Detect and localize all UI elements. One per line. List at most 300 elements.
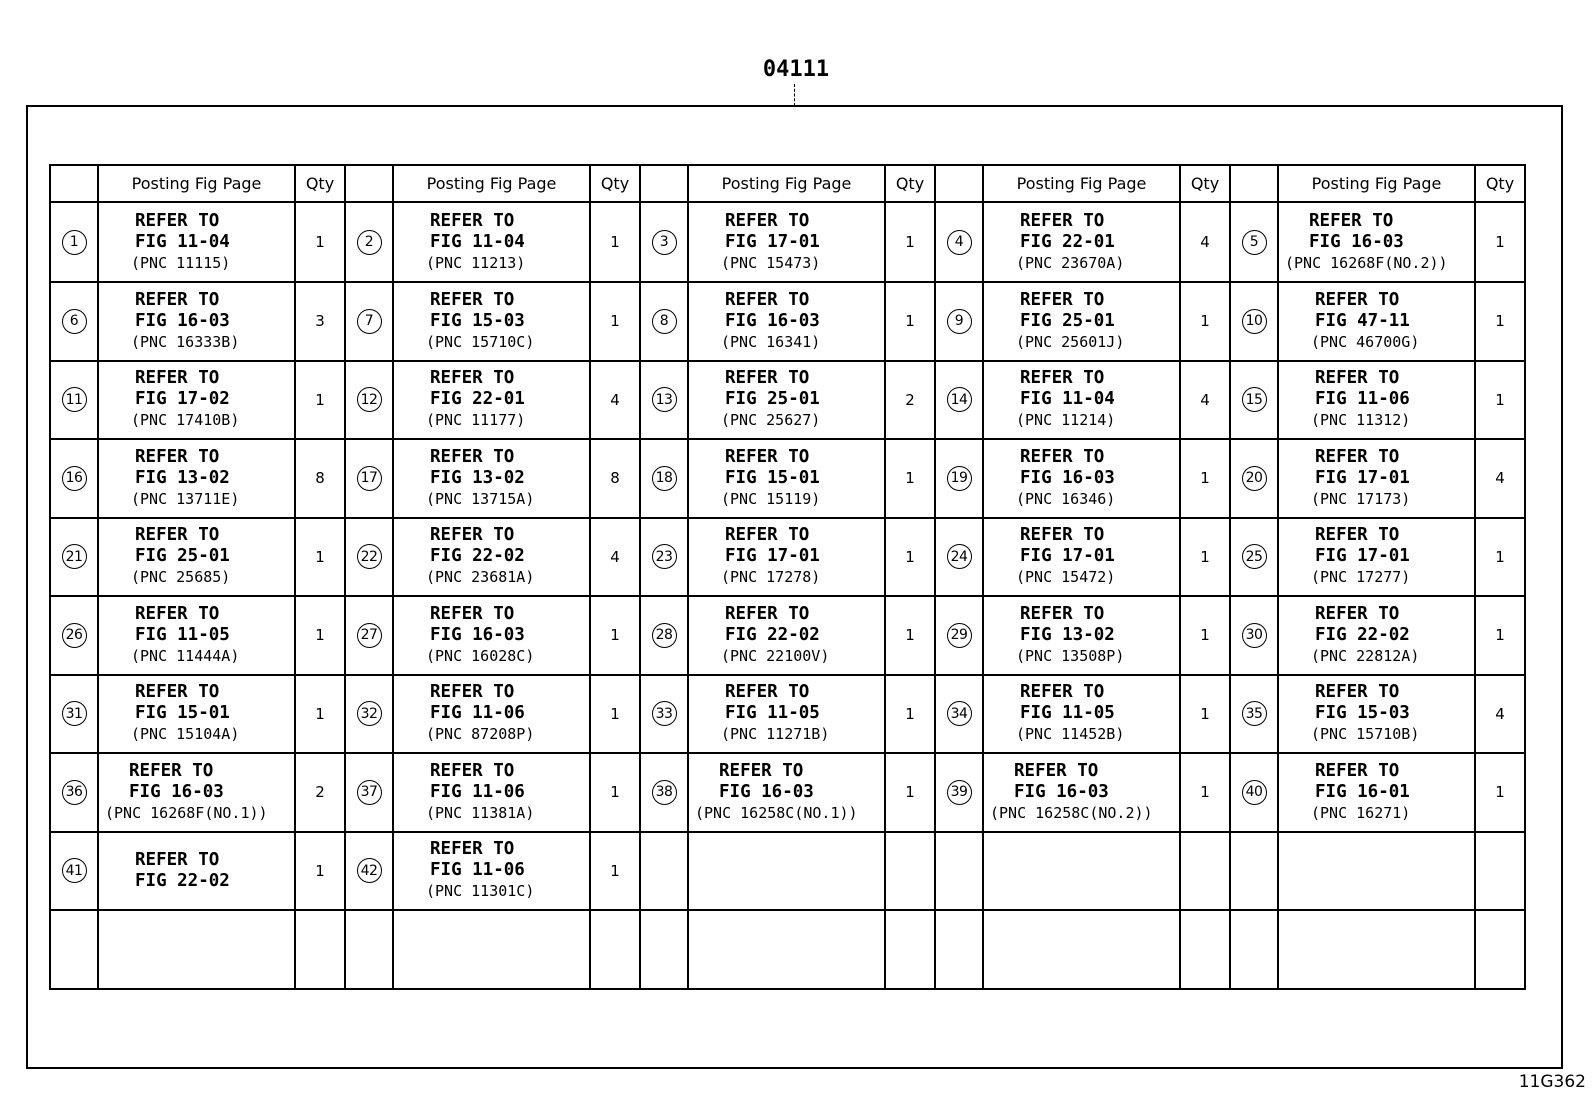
qty-cell: 8 [590,439,640,518]
pnc-reference: (PNC 11177) [426,411,526,430]
refer-to-text: REFER TO [1315,446,1400,467]
qty-cell: 4 [1475,439,1525,518]
table-row [50,282,1525,361]
pnc-reference: (PNC 13508P) [1016,646,1125,665]
fig-reference: FIG 22-02 [135,870,230,891]
fig-reference: FIG 17-01 [1315,467,1410,488]
item-number-cell [935,439,983,518]
qty-cell: 1 [1180,439,1230,518]
qty-cell: 1 [590,282,640,361]
header-posting-fig-page: Posting Fig Page [1278,165,1475,202]
item-number-cell [345,282,393,361]
header-number-cell [50,165,98,202]
posting-fig-page-cell [1278,439,1475,518]
item-number-cell [345,675,393,754]
refer-to-text: REFER TO [719,760,804,781]
pnc-reference: (PNC 11452B) [1016,725,1125,744]
qty-cell: 1 [295,202,345,282]
qty-cell: 1 [1180,282,1230,361]
qty-cell: 1 [590,753,640,832]
pnc-reference: (PNC 17410B) [131,411,240,430]
item-number-circle: 16 [62,466,87,491]
item-number-circle: 2 [357,230,382,255]
item-number-cell [935,675,983,754]
posting-fig-page-cell [983,202,1180,282]
fig-reference: FIG 22-02 [725,624,820,645]
posting-fig-page-cell [393,675,590,754]
refer-to-text: REFER TO [135,603,220,624]
fig-reference: FIG 16-03 [719,781,814,802]
item-number-circle: 21 [62,544,87,569]
qty-cell: 1 [885,596,935,675]
refer-to-text: REFER TO [430,603,515,624]
table-row [50,910,1525,989]
pnc-reference: (PNC 11312) [1311,411,1411,430]
refer-to-text: REFER TO [135,368,220,389]
pnc-reference: (PNC 15119) [721,489,821,508]
table-row [50,518,1525,597]
posting-fig-page-cell [98,675,295,754]
item-number-cell [935,282,983,361]
pnc-reference: (PNC 17173) [1311,489,1411,508]
refer-to-text: REFER TO [129,760,214,781]
item-number-circle: 41 [62,858,87,883]
posting-fig-page-cell [983,361,1180,440]
qty-cell: 1 [885,202,935,282]
fig-reference: FIG 11-05 [135,624,230,645]
fig-reference: FIG 11-06 [430,781,525,802]
item-number-cell [50,596,98,675]
pnc-reference: (PNC 16028C) [426,646,535,665]
qty-cell: 1 [885,439,935,518]
item-number-cell [345,910,393,989]
item-number-circle: 37 [357,780,382,805]
qty-cell [295,910,345,989]
pnc-reference: (PNC 13715A) [426,489,535,508]
pnc-reference: (PNC 15473) [721,253,821,272]
pnc-reference: (PNC 23670A) [1016,253,1125,272]
fig-reference: FIG 16-03 [129,781,224,802]
fig-reference: FIG 25-01 [135,546,230,567]
item-number-cell [50,832,98,911]
item-number-circle: 27 [357,623,382,648]
item-number-circle: 5 [1242,230,1267,255]
drawing-title: 04111 [762,57,830,82]
qty-cell: 4 [590,361,640,440]
qty-cell: 1 [590,202,640,282]
pnc-reference: (PNC 25685) [131,568,231,587]
fig-reference: FIG 15-03 [430,310,525,331]
posting-fig-page-cell [1278,518,1475,597]
posting-fig-page-cell [393,596,590,675]
posting-fig-page-cell [688,202,885,282]
qty-cell: 1 [295,675,345,754]
header-posting-fig-page: Posting Fig Page [688,165,885,202]
item-number-circle: 6 [62,309,87,334]
refer-to-text: REFER TO [1315,368,1400,389]
fig-reference: FIG 17-01 [725,546,820,567]
item-number-cell [1230,753,1278,832]
item-number-circle: 25 [1242,544,1267,569]
item-number-cell [345,753,393,832]
pnc-reference: (PNC 16341) [721,332,821,351]
refer-to-text: REFER TO [725,603,810,624]
item-number-cell [1230,832,1278,911]
item-number-circle: 1 [62,230,87,255]
item-number-circle: 9 [947,309,972,334]
item-number-cell [50,910,98,989]
refer-to-text: REFER TO [135,446,220,467]
pnc-reference: (PNC 16268F(NO.2)) [1285,253,1448,272]
pnc-reference: (PNC 17278) [721,568,821,587]
posting-fig-page-cell [98,910,295,989]
posting-fig-page-cell [688,675,885,754]
qty-cell: 4 [1180,202,1230,282]
pnc-reference: (PNC 11301C) [426,882,535,901]
header-posting-fig-page: Posting Fig Page [983,165,1180,202]
qty-cell [590,910,640,989]
fig-reference: FIG 22-01 [430,389,525,410]
header-qty: Qty [885,165,935,202]
qty-cell: 1 [1475,753,1525,832]
item-number-circle: 38 [652,780,677,805]
item-number-cell [345,596,393,675]
qty-cell [1180,832,1230,911]
qty-cell: 1 [1180,753,1230,832]
item-number-cell [1230,910,1278,989]
item-number-circle: 19 [947,466,972,491]
fig-reference: FIG 11-04 [430,231,525,252]
fig-reference: FIG 11-06 [430,703,525,724]
qty-cell: 2 [295,753,345,832]
qty-cell: 1 [590,832,640,911]
pnc-reference: (PNC 15710C) [426,332,535,351]
posting-fig-page-cell [98,832,295,911]
qty-cell: 1 [1475,202,1525,282]
posting-fig-page-cell [98,518,295,597]
item-number-cell [345,361,393,440]
item-number-cell [345,439,393,518]
table-header-row [50,165,1525,202]
qty-cell: 4 [1475,675,1525,754]
posting-fig-page-cell [688,518,885,597]
qty-cell: 1 [885,518,935,597]
pnc-reference: (PNC 17277) [1311,568,1411,587]
refer-to-text: REFER TO [1315,525,1400,546]
fig-reference: FIG 15-01 [725,467,820,488]
qty-cell: 1 [590,596,640,675]
posting-fig-page-cell [983,282,1180,361]
refer-to-text: REFER TO [725,682,810,703]
item-number-circle: 12 [357,387,382,412]
item-number-circle: 3 [652,230,677,255]
qty-cell: 1 [295,832,345,911]
posting-fig-page-cell [983,596,1180,675]
refer-to-text: REFER TO [1014,760,1099,781]
pnc-reference: (PNC 15710B) [1311,725,1420,744]
item-number-cell [50,518,98,597]
posting-fig-page-cell [98,753,295,832]
item-number-circle: 14 [947,387,972,412]
refer-to-text: REFER TO [135,682,220,703]
fig-reference: FIG 16-03 [135,310,230,331]
pnc-reference: (PNC 15472) [1016,568,1116,587]
item-number-cell [640,910,688,989]
item-number-cell [935,910,983,989]
fig-reference: FIG 25-01 [725,389,820,410]
item-number-cell [640,518,688,597]
item-number-circle: 8 [652,309,677,334]
fig-reference: FIG 17-01 [1315,546,1410,567]
posting-fig-page-cell [983,910,1180,989]
qty-cell: 1 [1475,518,1525,597]
refer-to-text: REFER TO [1315,760,1400,781]
pnc-reference: (PNC 22100V) [721,646,830,665]
refer-to-text: REFER TO [1020,446,1105,467]
item-number-circle: 23 [652,544,677,569]
pnc-reference: (PNC 11381A) [426,803,535,822]
pnc-reference: (PNC 16333B) [131,332,240,351]
header-posting-fig-page: Posting Fig Page [393,165,590,202]
table-row [50,361,1525,440]
item-number-circle: 4 [947,230,972,255]
qty-cell: 1 [885,282,935,361]
table-row [50,596,1525,675]
qty-cell: 2 [885,361,935,440]
fig-reference: FIG 25-01 [1020,310,1115,331]
posting-fig-page-cell [1278,832,1475,911]
fig-reference: FIG 17-02 [135,389,230,410]
item-number-cell [935,518,983,597]
refer-to-text: REFER TO [430,682,515,703]
fig-reference: FIG 22-02 [1315,624,1410,645]
item-number-cell [345,202,393,282]
table-row [50,202,1525,282]
pnc-reference: (PNC 16258C(NO.1)) [695,803,858,822]
refer-to-text: REFER TO [135,525,220,546]
table-body [50,202,1525,989]
refer-to-text: REFER TO [430,446,515,467]
pnc-reference: (PNC 13711E) [131,489,240,508]
item-number-cell [640,361,688,440]
fig-reference: FIG 11-04 [1020,389,1115,410]
item-number-cell [935,596,983,675]
item-number-circle: 35 [1242,701,1267,726]
table-row [50,675,1525,754]
qty-cell: 1 [590,675,640,754]
posting-fig-page-cell [983,832,1180,911]
item-number-cell [50,675,98,754]
fig-reference: FIG 17-01 [725,231,820,252]
posting-fig-page-cell [688,282,885,361]
qty-cell [885,910,935,989]
item-number-circle: 33 [652,701,677,726]
posting-fig-page-cell [98,596,295,675]
item-number-circle: 34 [947,701,972,726]
item-number-cell [1230,596,1278,675]
item-number-cell [640,202,688,282]
qty-cell: 8 [295,439,345,518]
item-number-circle: 39 [947,780,972,805]
pnc-reference: (PNC 15104A) [131,725,240,744]
fig-reference: FIG 11-05 [1020,703,1115,724]
qty-cell [885,832,935,911]
fig-reference: FIG 11-04 [135,231,230,252]
posting-fig-page-cell [688,596,885,675]
item-number-cell [50,202,98,282]
posting-fig-page-cell [688,753,885,832]
pnc-reference: (PNC 46700G) [1311,332,1420,351]
pnc-reference: (PNC 11444A) [131,646,240,665]
item-number-circle: 36 [62,780,87,805]
refer-to-text: REFER TO [1309,210,1394,231]
item-number-circle: 29 [947,623,972,648]
refer-to-text: REFER TO [135,210,220,231]
posting-fig-page-cell [1278,361,1475,440]
pnc-reference: (PNC 11271B) [721,725,830,744]
posting-fig-page-cell [983,439,1180,518]
header-qty: Qty [1475,165,1525,202]
qty-cell [1180,910,1230,989]
fig-reference: FIG 11-05 [725,703,820,724]
qty-cell: 1 [885,675,935,754]
item-number-cell [1230,282,1278,361]
header-qty: Qty [295,165,345,202]
refer-to-text: REFER TO [430,210,515,231]
pnc-reference: (PNC 11214) [1016,411,1116,430]
item-number-circle: 7 [357,309,382,334]
fig-reference: FIG 13-02 [430,467,525,488]
fig-reference: FIG 13-02 [1020,624,1115,645]
header-number-cell [640,165,688,202]
refer-to-text: REFER TO [1315,289,1400,310]
qty-cell [1475,832,1525,911]
fig-reference: FIG 16-03 [725,310,820,331]
item-number-cell [935,753,983,832]
refer-to-text: REFER TO [1020,603,1105,624]
qty-cell: 1 [1475,282,1525,361]
refer-to-text: REFER TO [725,289,810,310]
item-number-circle: 20 [1242,466,1267,491]
refer-to-text: REFER TO [725,525,810,546]
table-row [50,753,1525,832]
posting-fig-page-cell [688,439,885,518]
fig-reference: FIG 16-03 [1014,781,1109,802]
item-number-cell [1230,518,1278,597]
qty-cell: 3 [295,282,345,361]
fig-reference: FIG 22-01 [1020,231,1115,252]
item-number-cell [1230,439,1278,518]
fig-reference: FIG 11-06 [430,860,525,881]
item-number-cell [935,202,983,282]
qty-cell: 1 [1475,361,1525,440]
fig-reference: FIG 17-01 [1020,546,1115,567]
pnc-reference: (PNC 25601J) [1016,332,1125,351]
item-number-circle: 30 [1242,623,1267,648]
item-number-cell [345,518,393,597]
posting-fig-page-cell [983,518,1180,597]
fig-reference: FIG 15-01 [135,703,230,724]
posting-fig-page-cell [983,675,1180,754]
fig-reference: FIG 16-01 [1315,781,1410,802]
posting-fig-page-cell [1278,596,1475,675]
qty-cell: 1 [885,753,935,832]
pnc-reference: (PNC 11213) [426,253,526,272]
pnc-reference: (PNC 16268F(NO.1)) [105,803,268,822]
reference-table [49,164,1526,990]
fig-reference: FIG 16-03 [1309,231,1404,252]
refer-to-text: REFER TO [430,839,515,860]
header-number-cell [935,165,983,202]
qty-cell: 4 [590,518,640,597]
item-number-cell [935,361,983,440]
refer-to-text: REFER TO [430,289,515,310]
item-number-cell [1230,675,1278,754]
pnc-reference: (PNC 16346) [1016,489,1116,508]
item-number-circle: 22 [357,544,382,569]
refer-to-text: REFER TO [1020,525,1105,546]
fig-reference: FIG 22-02 [430,546,525,567]
posting-fig-page-cell [1278,202,1475,282]
item-number-circle: 42 [357,858,382,883]
item-number-circle: 31 [62,701,87,726]
title-leader-line [794,84,795,106]
item-number-cell [50,282,98,361]
refer-to-text: REFER TO [430,525,515,546]
posting-fig-page-cell [98,439,295,518]
item-number-cell [345,832,393,911]
refer-to-text: REFER TO [135,289,220,310]
drawing-code: 11G362 [1518,1072,1586,1092]
item-number-circle: 15 [1242,387,1267,412]
item-number-cell [640,753,688,832]
posting-fig-page-cell [393,439,590,518]
refer-to-text: REFER TO [1020,289,1105,310]
item-number-cell [640,282,688,361]
fig-reference: FIG 16-03 [430,624,525,645]
refer-to-text: REFER TO [430,760,515,781]
qty-cell: 1 [1180,675,1230,754]
posting-fig-page-cell [393,832,590,911]
table-row [50,439,1525,518]
posting-fig-page-cell [1278,753,1475,832]
item-number-cell [1230,202,1278,282]
posting-fig-page-cell [688,910,885,989]
fig-reference: FIG 47-11 [1315,310,1410,331]
qty-cell: 1 [295,361,345,440]
pnc-reference: (PNC 11115) [131,253,231,272]
pnc-reference: (PNC 23681A) [426,568,535,587]
item-number-circle: 10 [1242,309,1267,334]
item-number-circle: 18 [652,466,677,491]
refer-to-text: REFER TO [725,210,810,231]
posting-fig-page-cell [98,361,295,440]
pnc-reference: (PNC 16258C(NO.2)) [990,803,1153,822]
posting-fig-page-cell [393,518,590,597]
posting-fig-page-cell [688,832,885,911]
item-number-circle: 24 [947,544,972,569]
item-number-circle: 40 [1242,780,1267,805]
fig-reference: FIG 13-02 [135,467,230,488]
item-number-cell [640,439,688,518]
qty-cell: 4 [1180,361,1230,440]
header-qty: Qty [590,165,640,202]
qty-cell: 1 [295,518,345,597]
fig-reference: FIG 11-06 [1315,389,1410,410]
item-number-cell [50,439,98,518]
item-number-cell [50,361,98,440]
item-number-circle: 28 [652,623,677,648]
